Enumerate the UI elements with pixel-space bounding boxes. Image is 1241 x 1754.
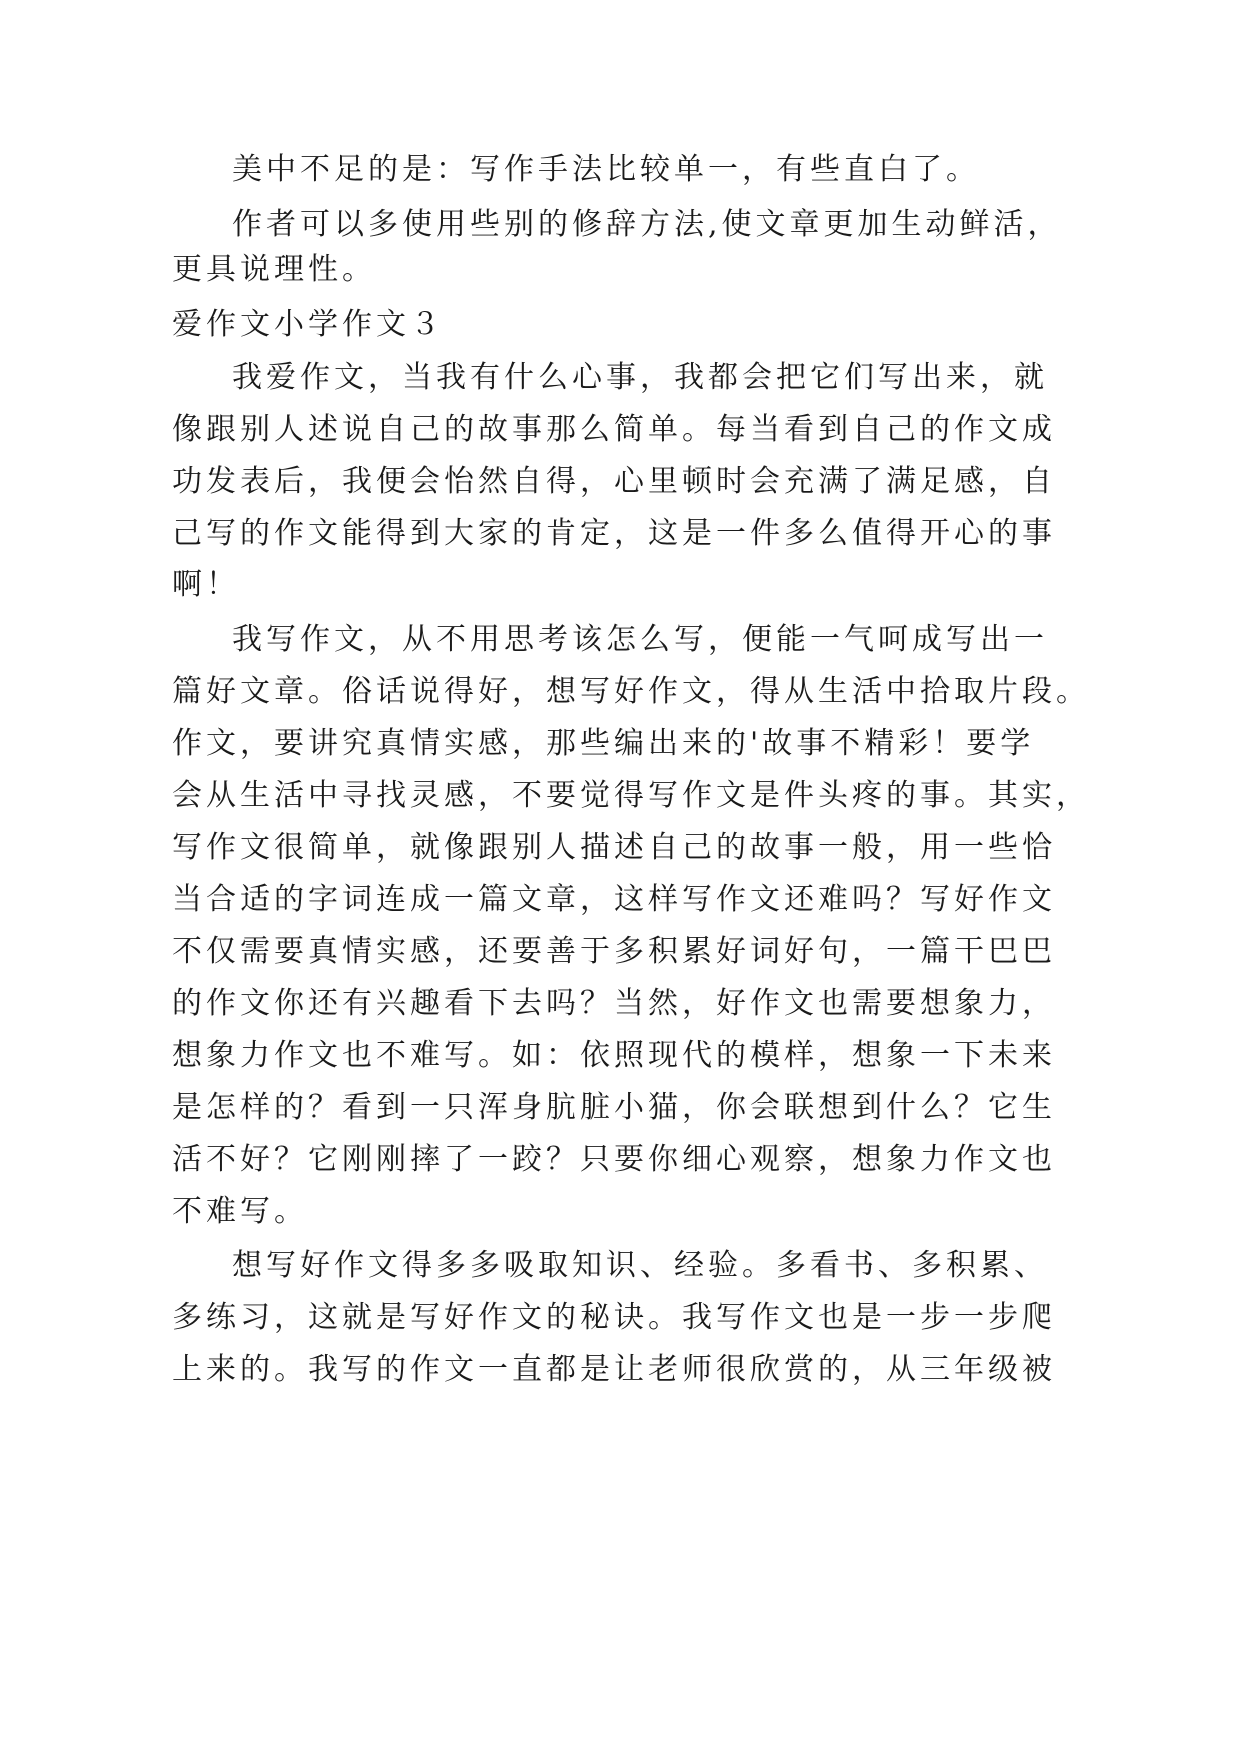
paragraph-line: 会从生活中寻找灵感，不要觉得写作文是件头疼的事。其实， (172, 778, 1090, 813)
paragraph-line: 活不好？它刚刚摔了一跤？只要你细心观察，想象力作文也 (172, 1142, 1056, 1177)
paragraph-line: 我爱作文，当我有什么心事，我都会把它们写出来，就 (232, 360, 1048, 395)
paragraph-line: 不难写。 (172, 1194, 308, 1229)
paragraph-line: 想象力作文也不难写。如：依照现代的模样，想象一下未来 (172, 1038, 1056, 1073)
paragraph-line: 作者可以多使用些别的修辞方法,使文章更加生动鲜活， (232, 207, 1062, 242)
paragraph-line: 多练习，这就是写好作文的秘诀。我写作文也是一步一步爬 (172, 1300, 1056, 1335)
paragraph-line: 功发表后，我便会怡然自得，心里顿时会充满了满足感，自 (172, 464, 1056, 499)
paragraph-line: 当合适的字词连成一篇文章，这样写作文还难吗？写好作文 (172, 882, 1056, 917)
paragraph-line: 像跟别人述说自己的故事那么简单。每当看到自己的作文成 (172, 412, 1056, 447)
paragraph-line: 不仅需要真情实感，还要善于多积累好词好句，一篇干巴巴 (172, 934, 1056, 969)
paragraph-line: 是怎样的？看到一只浑身肮脏小猫，你会联想到什么？它生 (172, 1090, 1056, 1125)
paragraph-line: 我写作文，从不用思考该怎么写，便能一气呵成写出一 (232, 622, 1048, 657)
paragraph-line: 美中不足的是：写作手法比较单一，有些直白了。 (232, 152, 980, 187)
paragraph-line: 想写好作文得多多吸取知识、经验。多看书、多积累、 (232, 1248, 1048, 1283)
paragraph-line: 更具说理性。 (172, 252, 376, 287)
paragraph-line: 的作文你还有兴趣看下去吗？当然，好作文也需要想象力， (172, 986, 1056, 1021)
paragraph-line: 己写的作文能得到大家的肯定，这是一件多么值得开心的事 (172, 516, 1056, 551)
paragraph-line: 篇好文章。俗话说得好，想写好作文，得从生活中拾取片段。 (172, 674, 1090, 709)
paragraph-line: 作文，要讲究真情实感，那些编出来的'故事不精彩！要学 (172, 726, 1035, 761)
paragraph-line: 上来的。我写的作文一直都是让老师很欣赏的，从三年级被 (172, 1352, 1056, 1387)
paragraph-line: 啊！ (172, 567, 240, 602)
section-heading: 爱作文小学作文３ (172, 307, 444, 342)
paragraph-line: 写作文很简单，就像跟别人描述自己的故事一般，用一些恰 (172, 830, 1056, 865)
